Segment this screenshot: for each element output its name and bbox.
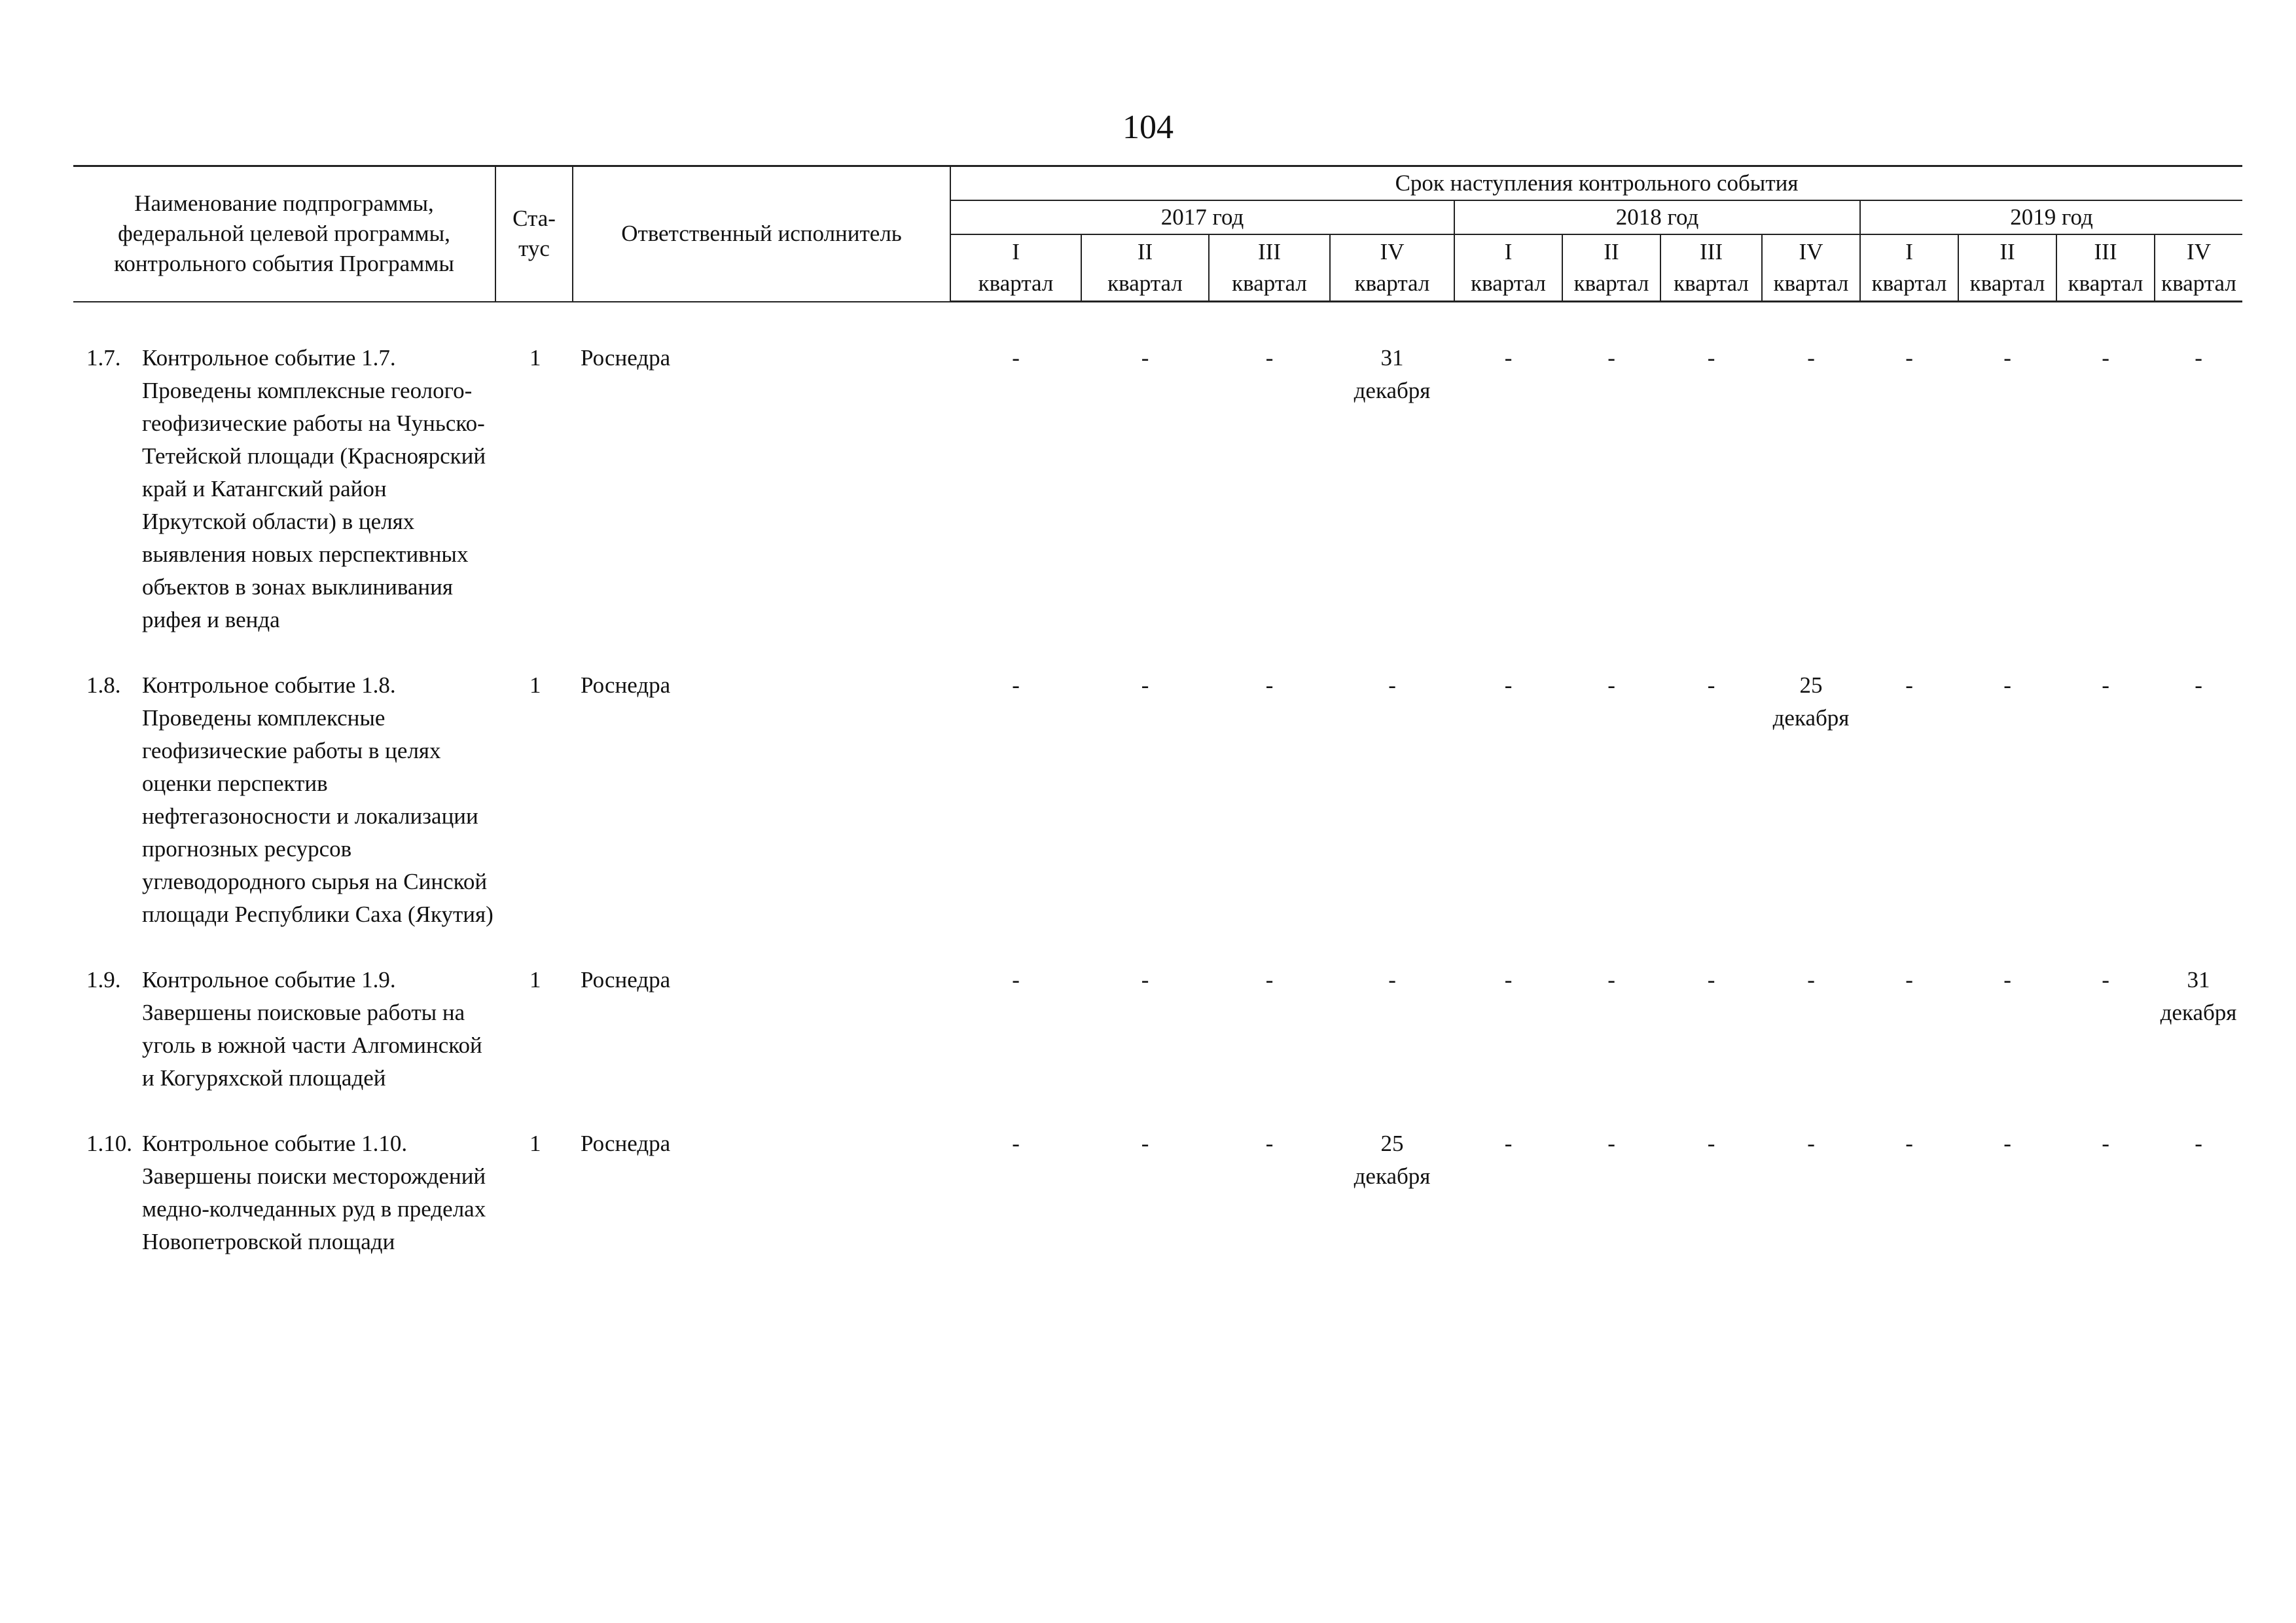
quarter-cell [2056,1127,2155,1291]
quarter-value: - [1141,967,1149,993]
header-name-line3: контрольного события Программы [114,251,454,277]
row-responsible: Роснедра [581,1131,671,1156]
quarter-value: - [1012,967,1020,993]
quarter-value: - [1707,345,1715,371]
header-quarter [1762,234,1860,302]
quarter-cell [1860,342,1958,669]
quarter-value: - [1012,1131,1020,1156]
header-quarter [1330,234,1454,302]
quarter-numeral: IV [1799,239,1823,264]
quarter-value: 31 [1380,345,1404,371]
body-spacer [73,302,2242,342]
quarter-value: - [1141,345,1149,371]
quarter-cell [1860,669,1958,964]
quarter-word: квартал [1232,270,1307,296]
quarter-cell [1454,964,1562,1127]
table-row [73,669,2242,964]
quarter-cell [1958,964,2056,1127]
quarter-cell [1209,964,1330,1127]
quarter-cell [1454,669,1562,964]
quarter-word: квартал [1471,270,1546,296]
quarter-numeral: III [1700,239,1723,264]
quarter-cell [1562,964,1660,1127]
quarter-value: - [1504,345,1513,371]
quarter-cell [1562,1127,1660,1291]
quarter-numeral: IV [1380,239,1405,264]
quarter-cell [1660,342,1762,669]
row-name: Контрольное событие 1.7. Проведены комплексные геолого-геофизические работы на Чуньско-Тетейской площади (Красноярский край и Катангский район Иркутской области) в целях выявления новых перспективных объектов в зонах выклинивания рифея и венда [142,345,486,632]
header-name-line2: федеральной целевой программы, [118,221,450,247]
header-status-line1: Ста- [512,206,556,232]
quarter-numeral: II [2000,239,2015,264]
header-quarter [950,234,1081,302]
quarter-value: - [2195,672,2202,698]
quarter-cell [2155,342,2242,669]
row-status: 1 [529,345,541,371]
quarter-word: квартал [1773,270,1849,296]
header-status [495,166,573,302]
quarter-cell [2155,1127,2242,1291]
quarter-cell [1562,669,1660,964]
quarter-value: - [1807,345,1815,371]
quarter-value: - [2003,1131,2011,1156]
quarter-value: - [1265,1131,1274,1156]
header-quarter [1660,234,1762,302]
quarter-value: - [2003,967,2011,993]
header-year-2018: 2018 год [1454,200,1860,234]
table-row [73,964,2242,1127]
quarter-value: 31 [2187,967,2210,993]
quarter-cell [1762,964,1860,1127]
quarter-numeral: II [1137,239,1153,264]
row-status: 1 [529,1131,541,1156]
quarter-value: - [2102,967,2109,993]
quarter-cell [1958,669,2056,964]
header-year-2019: 2019 год [1860,200,2242,234]
table-row [73,342,2242,669]
quarter-value: - [1504,967,1513,993]
quarter-cell [1660,669,1762,964]
quarter-value: - [2102,672,2109,698]
quarter-cell [1330,1127,1454,1291]
row-name: Контрольное событие 1.8. Проведены комплексные геофизические работы в целях оценки перспектив нефтегазоносности и локализации прогнозных ресурсов углеводородного сырья на Синской площади Республики Саха (Якутия) [142,672,493,927]
header-quarter [1081,234,1209,302]
quarter-value: - [1141,672,1149,698]
quarter-value: - [1607,967,1615,993]
quarter-cell [1209,669,1330,964]
row-responsible: Роснедра [581,345,671,371]
quarter-value: - [1607,672,1615,698]
row-status: 1 [529,967,541,993]
quarter-cell [1958,1127,2056,1291]
quarter-cell [950,342,1081,669]
quarter-value: - [1607,345,1615,371]
quarter-value: - [1707,672,1715,698]
quarter-cell [1958,342,2056,669]
quarter-word: квартал [1674,270,1749,296]
row-name: Контрольное событие 1.9. Завершены поисковые работы на уголь в южной части Алгоминской и Когуряхской площадей [142,967,482,1091]
quarter-value: - [1905,345,1913,371]
quarter-value-month: декабря [1354,378,1431,403]
quarter-numeral: I [1504,239,1513,264]
row-responsible: Роснедра [581,672,671,698]
quarter-cell [2155,669,2242,964]
quarter-word: квартал [2161,270,2236,296]
quarter-cell [2056,669,2155,964]
quarter-value: 25 [1380,1131,1404,1156]
quarter-value: - [2195,1131,2202,1156]
row-status: 1 [529,672,541,698]
row-number: 1.7. [86,345,121,371]
header-quarter [1562,234,1660,302]
table-header [73,166,2242,302]
quarter-numeral: III [2094,239,2117,264]
quarter-cell [1081,1127,1209,1291]
quarter-value: - [2195,345,2202,371]
quarter-value-month: декабря [1354,1163,1431,1189]
quarter-cell [1762,669,1860,964]
spacer-cell [73,302,2242,342]
quarter-value: - [1265,345,1274,371]
header-quarter [1860,234,1958,302]
quarter-value: - [1388,672,1396,698]
quarter-cell [1762,1127,1860,1291]
header-deadline-group: Срок наступления контрольного события [950,166,2242,201]
header-name [73,166,495,302]
quarter-value: - [1707,967,1715,993]
quarter-value: - [1141,1131,1149,1156]
quarter-value: - [1504,672,1513,698]
quarter-cell [950,669,1081,964]
quarter-cell [2056,342,2155,669]
quarter-cell [1860,1127,1958,1291]
row-name: Контрольное событие 1.10. Завершены поиски месторождений медно-колчеданных руд в пределах Новопетровской площади [142,1131,486,1254]
quarter-cell [2155,964,2242,1127]
quarter-numeral: II [1604,239,1619,264]
quarter-value: 25 [1799,672,1823,698]
quarter-value: - [1707,1131,1715,1156]
quarter-cell [1562,342,1660,669]
quarter-cell [1762,342,1860,669]
quarter-cell [1660,1127,1762,1291]
quarter-cell [1660,964,1762,1127]
quarter-value: - [1504,1131,1513,1156]
row-number: 1.8. [86,672,121,698]
header-quarter [1454,234,1562,302]
header-year-2017: 2017 год [950,200,1454,234]
quarter-word: квартал [978,270,1054,296]
quarter-cell [1209,342,1330,669]
quarter-cell [1330,964,1454,1127]
header-responsible: Ответственный исполнитель [573,166,950,302]
quarter-cell [950,1127,1081,1291]
quarter-cell [1081,964,1209,1127]
header-status-line2: тус [518,236,550,262]
quarter-numeral: I [1905,239,1913,264]
quarter-cell [2056,964,2155,1127]
quarter-value: - [2003,672,2011,698]
quarter-cell [1209,1127,1330,1291]
control-events-table [73,165,2242,1291]
quarter-value: - [1905,1131,1913,1156]
quarter-numeral: IV [2187,239,2211,264]
quarter-numeral: III [1258,239,1281,264]
quarter-value: - [1905,672,1913,698]
quarter-word: квартал [1969,270,2045,296]
quarter-cell [1454,1127,1562,1291]
quarter-cell [1330,342,1454,669]
quarter-cell [1454,342,1562,669]
header-quarter [2155,234,2242,302]
quarter-word: квартал [1573,270,1649,296]
quarter-value: - [1807,1131,1815,1156]
quarter-cell [950,964,1081,1127]
quarter-word: квартал [1871,270,1947,296]
quarter-cell [1330,669,1454,964]
quarter-value: - [1388,967,1396,993]
quarter-cell [1081,342,1209,669]
page-number: 104 [1122,109,1174,146]
quarter-value: - [1905,967,1913,993]
quarter-value: - [1265,672,1274,698]
header-quarter [2056,234,2155,302]
quarter-value: - [1607,1131,1615,1156]
table-row [73,1127,2242,1291]
quarter-cell [1081,669,1209,964]
row-number: 1.9. [86,967,121,993]
row-responsible: Роснедра [581,967,671,993]
quarter-value: - [1265,967,1274,993]
header-name-line1: Наименование подпрограммы, [134,191,434,217]
row-number: 1.10. [86,1131,132,1156]
quarter-value: - [1012,672,1020,698]
quarter-value-month: декабря [2160,1000,2237,1025]
quarter-cell [1860,964,1958,1127]
table-body [73,302,2242,1292]
header-quarter [1209,234,1330,302]
quarter-numeral: I [1012,239,1020,264]
quarter-value: - [2102,1131,2109,1156]
quarter-word: квартал [1107,270,1183,296]
quarter-value-month: декабря [1772,705,1850,731]
quarter-value: - [1012,345,1020,371]
header-quarter [1958,234,2056,302]
quarter-word: квартал [2068,270,2144,296]
quarter-value: - [2102,345,2109,371]
quarter-value: - [1807,967,1815,993]
quarter-value: - [2003,345,2011,371]
quarter-word: квартал [1354,270,1430,296]
